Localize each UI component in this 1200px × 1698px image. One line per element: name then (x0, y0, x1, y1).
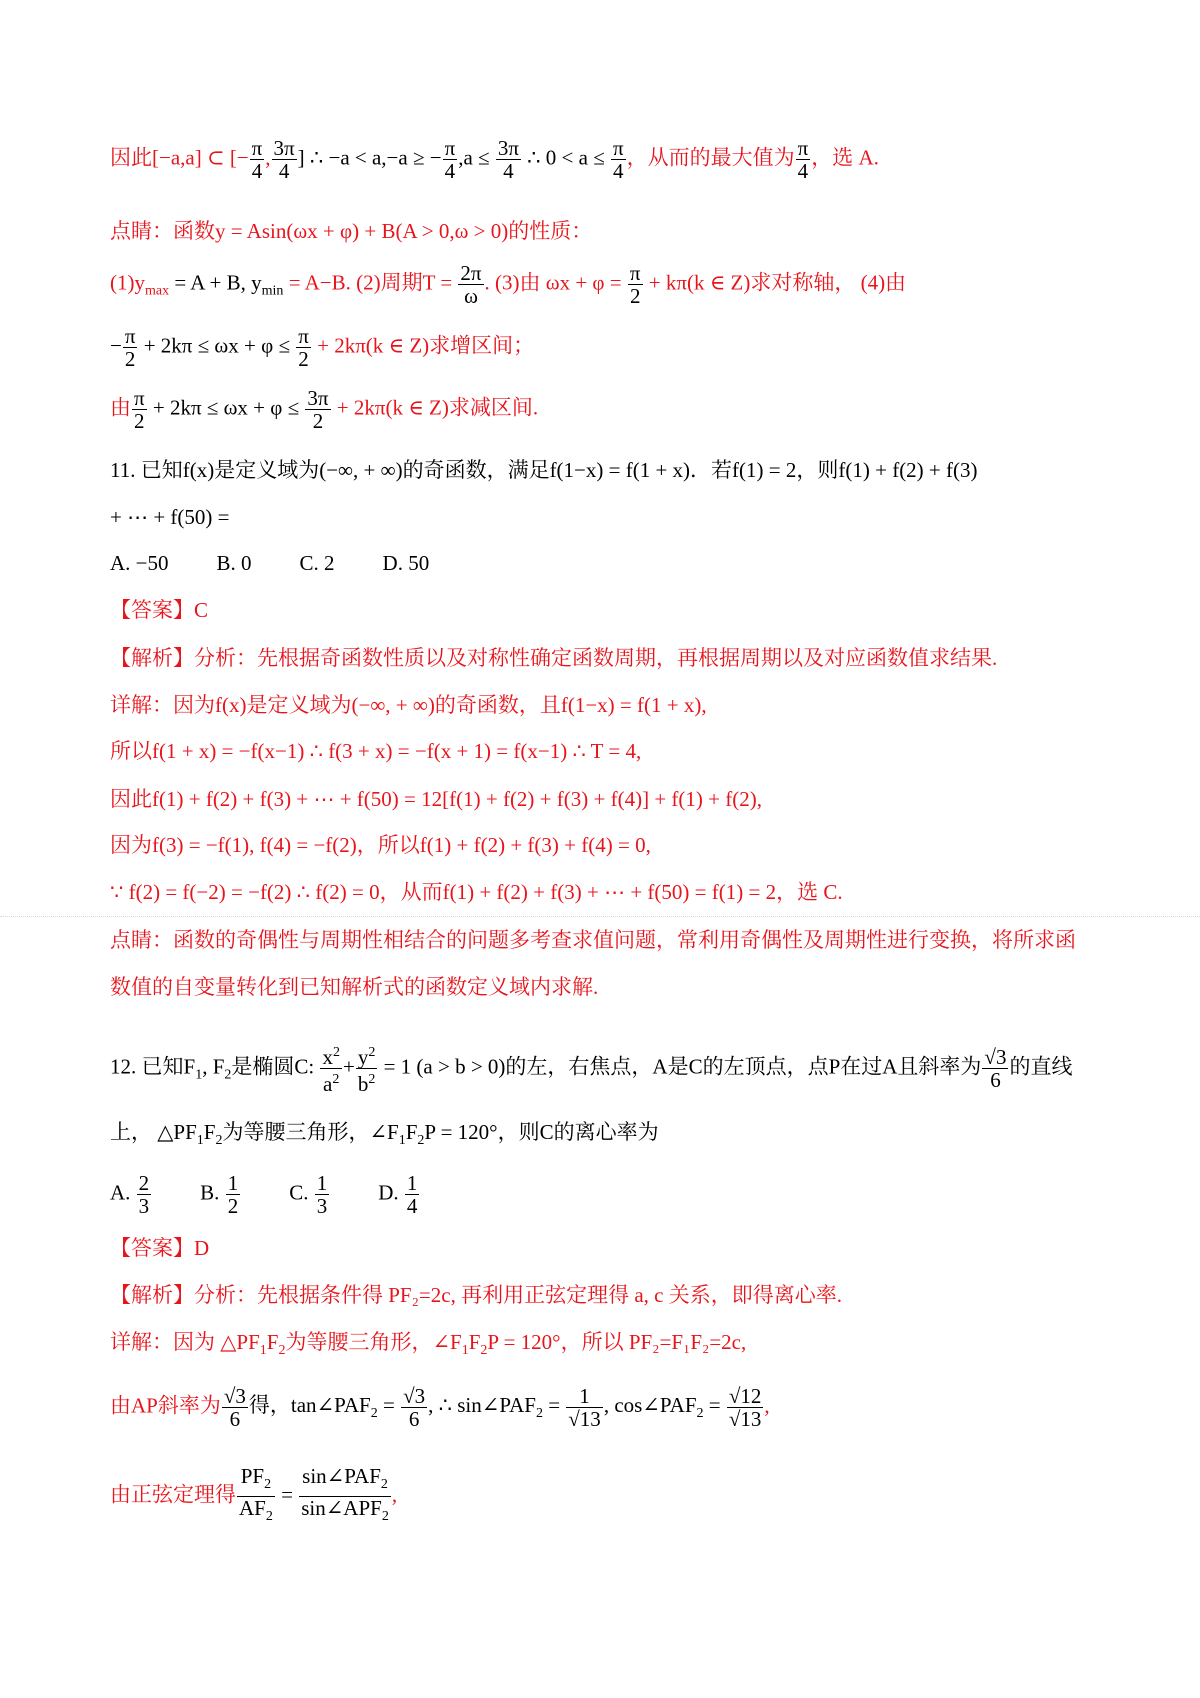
q12-detail-1: 详解：因为 $\triangle PF_1F_2$为等腰三角形，$\angle F_1F_2P = 120^\circ$，所以 PF₂=F₁F₂=2c, (110, 1330, 747, 1359)
fraction: $\frac{\pi}{4}$ (612, 136, 624, 183)
option-d: D. 50 (382, 551, 430, 575)
option-a: A. −50 (110, 551, 169, 575)
fraction: $\frac{√3}{6}$ (403, 1384, 426, 1431)
fraction: $\frac{3\pi}{4}$ (497, 136, 519, 183)
fraction: $\frac{\pi}{2}$ (124, 324, 136, 371)
fraction: $\frac{\pi}{4}$ (797, 136, 809, 183)
prev-line-4: − $\frac{\pi}{2}$ + 2kπ ≤ ωx + φ ≤ $\frac{\pi}{2}$ + 2kπ(k ∈ Z)求增区间； (110, 324, 535, 371)
fraction: $\frac{3\pi}{4}$ (273, 136, 295, 183)
q11-detail-4: 因为f(3) = −f(1), f(4) = −f(2)，所以f(1) + f(2) + f(3) + f(4) = 0, (110, 833, 651, 857)
option-b: B. 0 (216, 551, 252, 575)
prev-line-2: 点睛：函数y = Asin(ωx + φ) + B(A > 0,ω > 0)的性质： (110, 219, 593, 243)
q12-stem-2: 上， $\triangle PF_1F_2$为等腰三角形，$\angle F_1F_2P = 120^\circ$，则C的离心率为 (110, 1120, 659, 1149)
fraction: $\frac{\pi}{4}$ (444, 136, 456, 183)
divider (0, 916, 1200, 917)
fraction: $\frac{\pi}{2}$ (629, 261, 641, 308)
fraction: $\frac{PF_2}{AF_2}$ (239, 1464, 273, 1525)
q11-detail-1: 详解：因为f(x)是定义域为(−∞, + ∞)的奇函数，且f(1−x) = f(1 + x), (110, 693, 707, 717)
q12-stem-1: 12. 已知$F_1$, $F_2$是椭圆C: $\frac{x^2}{a^2}$ + $\frac{y^2}{b^2}$ = 1 (a > b > 0)的左，右焦点，A是C的左顶点，点P在过A且斜率为 $\frac{√3}{6}$ 的直线 (110, 1042, 1072, 1095)
q12-options (110, 1172, 468, 1217)
q12-detail-2: 由AP斜率为 $\frac{√3}{6}$ 得，$\tan\angle PAF_2$ = $\frac{√3}{6}$ , ∴ $\sin\angle PAF_2$ = $\frac{1}{√13}$ , $\cos\angle PAF_2$ = $\frac{√12}{√13}$ , (110, 1384, 770, 1431)
fraction: $\sin\angle PAF_2$ $\sin\angle APF_2$ (301, 1464, 389, 1525)
q11-tip-2: 数值的自变量转化到已知解析式的函数定义域内求解. (110, 975, 599, 999)
fraction: $\frac{x^2}{a^2}$ (320, 1042, 342, 1095)
fraction: $\frac{√12}{√13}$ (728, 1384, 762, 1431)
prev-line-3: $(1)y_{max} = A + B$, $y_{min} = A-B$. (2)周期T = $\frac{2\pi}{\omega}$ . (3)由 ωx + φ = $\frac{\pi}{2}$ + kπ(k ∈ Z)求对称轴， (4)由 (110, 261, 907, 308)
q12-answer: 【答案】D (110, 1236, 210, 1260)
q12-analysis: 【解析】分析：先根据条件得 PF₂=2c, 再利用正弦定理得 a, c 关系，即得离心率. (110, 1283, 842, 1307)
fraction: $\frac{1}{√13}$ (568, 1384, 601, 1431)
fraction: $\frac{\pi}{2}$ (298, 324, 309, 371)
q11-stem-1: 11. 已知f(x)是定义域为(−∞, + ∞)的奇函数，满足f(1−x) = f(1 + x)．若f(1) = 2，则f(1) + f(2) + f(3) (110, 458, 978, 482)
fraction: $\frac{y^2}{b^2}$ (356, 1042, 378, 1095)
option-a: A. $\frac{2}{3}$ (110, 1171, 150, 1218)
fraction: $\frac{√3}{6}$ (984, 1045, 1007, 1092)
q11-detail-5: ∵ f(2) = f(−2) = −f(2) ∴ f(2) = 0，从而f(1) + f(2) + f(3) + ⋯ + f(50) = f(1) = 2，选 C. (110, 880, 843, 904)
q12-detail-3: 由正弦定理得 $\frac{PF_2}{AF_2}$ = $\sin\angle PAF_2$ $\sin\angle APF_2$ , (110, 1465, 397, 1528)
q11-detail-2: 所以f(1 + x) = −f(x−1) ∴ f(3 + x) = −f(x + 1) = f(x−1) ∴ T = 4, (110, 739, 642, 763)
q11-detail-3: 因此f(1) + f(2) + f(3) + ⋯ + f(50) = 12[f(1) + f(2) + f(3) + f(4)] + f(1) + f(2), (110, 787, 762, 811)
option-c: C. $\frac{1}{3}$ (289, 1171, 328, 1218)
fraction: $\frac{2\pi}{\omega}$ (460, 261, 482, 308)
fraction: $\frac{3\pi}{2}$ (307, 386, 329, 433)
fraction: $\frac{√3}{6}$ (223, 1384, 246, 1431)
option-c: C. 2 (299, 551, 335, 575)
prev-line-1: 因此[−a,a] ⊂ [− $\frac{\pi}{4}$ , $\frac{3\pi}{4}$ ] ∴ −a < a,−a ≥ − $\frac{\pi}{4}$ ,a ≤ $\frac{3\pi}{4}$ ∴ 0 < a ≤ $\frac{\pi}{4}$ ，从而的最大值为 $\frac{\pi}{4}$ ，选 A. (110, 136, 879, 183)
fraction: $\frac{\pi}{4}$ (251, 136, 263, 183)
option-d: D. $\frac{1}{4}$ (378, 1171, 418, 1218)
q11-stem-2: + ⋯ + f(50) = (110, 505, 230, 529)
option-b: B. $\frac{1}{2}$ (200, 1171, 239, 1218)
q11-options (110, 548, 477, 578)
q11-analysis: 【解析】分析：先根据奇函数性质以及对称性确定函数周期，再根据周期以及对应函数值求结果. (110, 646, 998, 670)
prev-line-5: 由 $\frac{\pi}{2}$ + 2kπ ≤ ωx + φ ≤ $\frac{3\pi}{2}$ + 2kπ(k ∈ Z)求减区间. (110, 386, 539, 433)
fraction: $\frac{\pi}{2}$ (134, 386, 145, 433)
q11-answer: 【答案】C (110, 598, 209, 622)
q11-tip-1: 点睛：函数的奇偶性与周期性相结合的问题多考查求值问题，常利用奇偶性及周期性进行变换，将所求函 (110, 928, 1076, 952)
